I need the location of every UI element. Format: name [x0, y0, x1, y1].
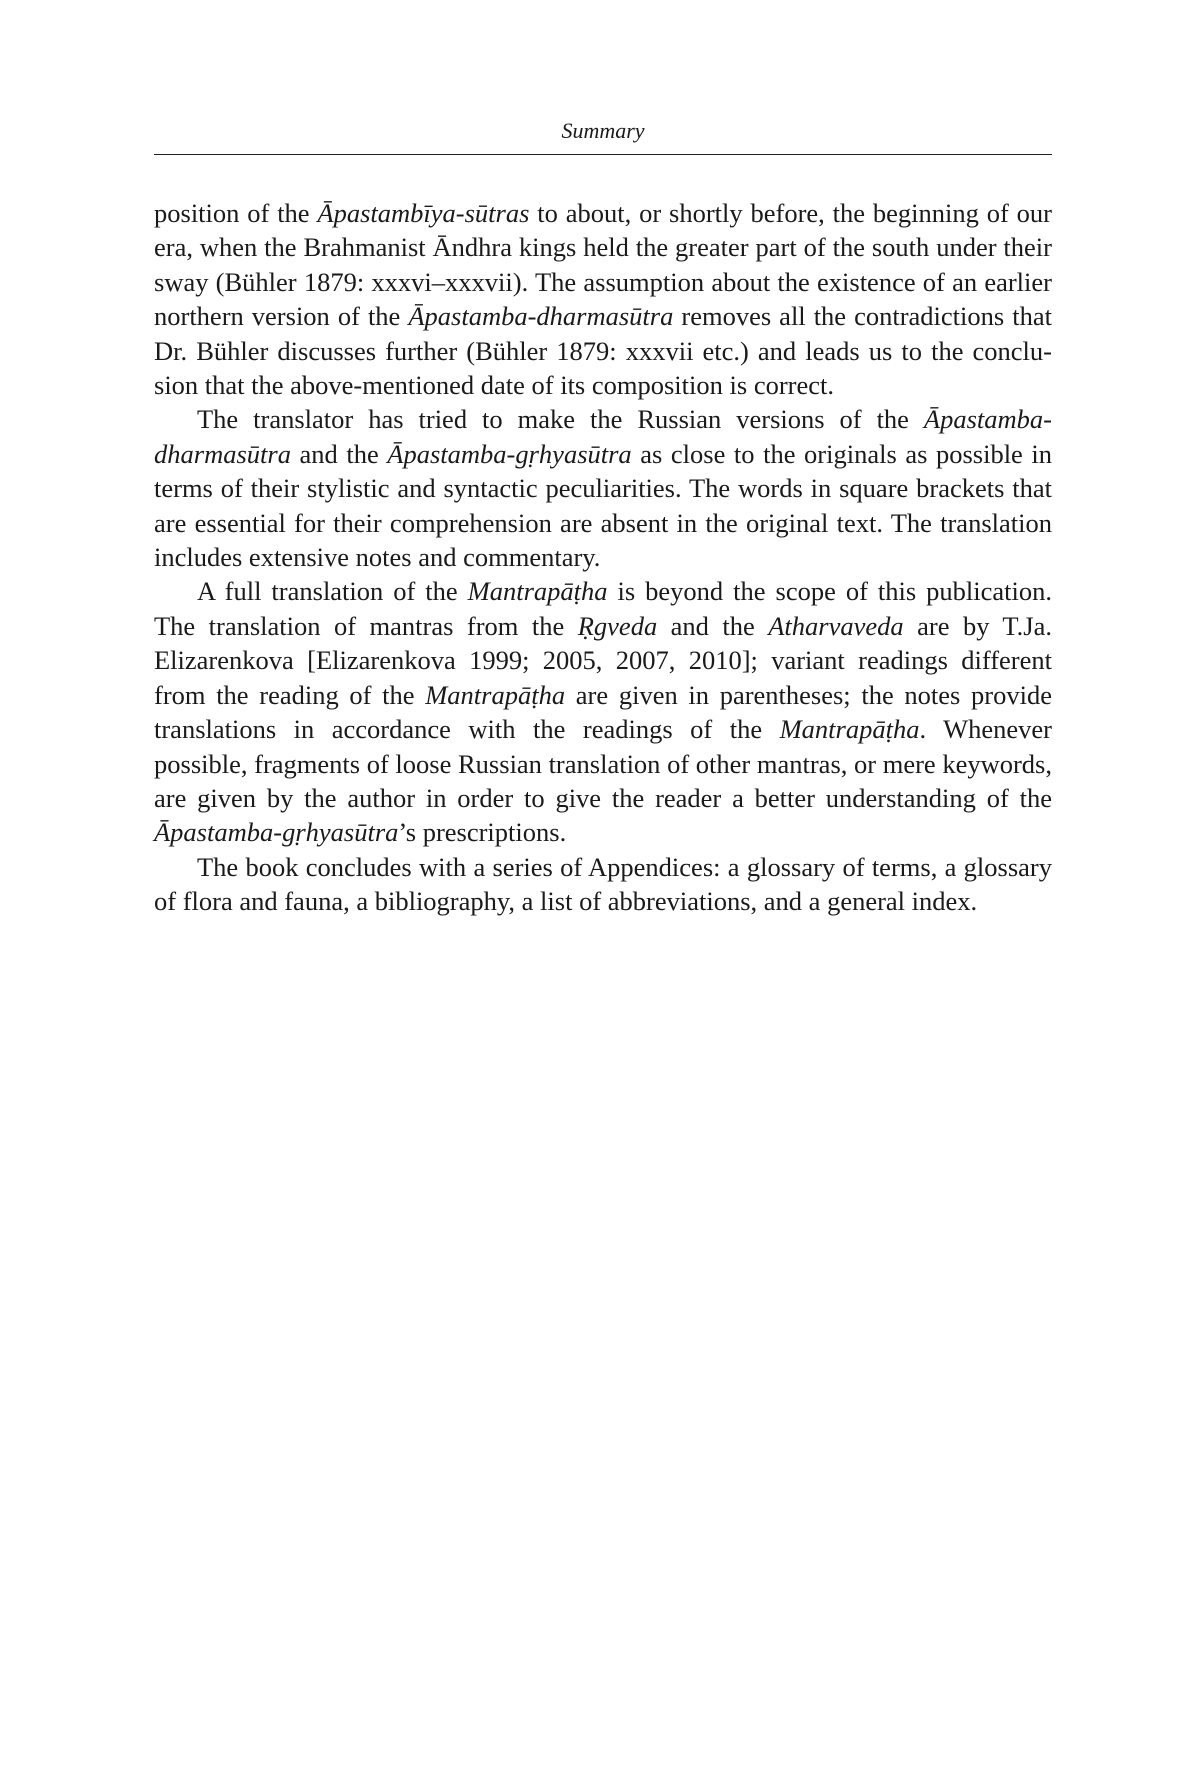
body-text — [154, 196, 1052, 919]
text-run: and the — [290, 438, 388, 469]
text-run: as close to the originals as possible in terms of their stylistic and syntactic peculiarities. The words in square brackets that are essential for their comprehension are absent in the original text. The translation includes extensive notes and commentary. — [154, 438, 1052, 573]
paragraph — [154, 402, 1052, 574]
text-run: to about, or shortly before, the beginning of our era, when the Brahmanist Āndhra kings held the greater part of the south under their sway (Bühler 1879: xxxvi–xxxvii). The assumption about the existence of an earlier northern version of the — [154, 198, 1052, 332]
text-run-italic: Atharvaveda — [768, 610, 904, 641]
text-run-italic: Āpastamba-dharmasūtra — [154, 404, 1052, 469]
text-run-italic: Āpastamba-gṛhyasūtra — [387, 438, 632, 469]
header-rule — [154, 154, 1052, 155]
text-run: are by T.Ja. Elizarenkova [Elizarenkova 1999; 2005, 2007, 2010]; variant readings different from the reading of the — [154, 610, 1052, 710]
paragraph — [154, 850, 1052, 919]
paragraph — [154, 574, 1052, 849]
text-run: and the — [657, 610, 769, 641]
text-run: The translator has tried to make the Russian versions of the — [197, 404, 924, 435]
text-run-italic: Mantrapāṭha — [467, 576, 608, 607]
text-run: A full translation of the — [197, 576, 468, 607]
text-run-italic: Āpastambīya-sūtras — [317, 198, 530, 228]
paragraph — [154, 196, 1052, 402]
text-run-italic: Ṛgveda — [577, 610, 658, 641]
text-run: are given in parentheses; the notes provide translations in accordance with the readings of the — [154, 679, 1052, 745]
text-run: The book concludes with a series of Appendices: a glossary of terms, a glossary of flora and fauna, a bibliography, a list of abbreviations, and a general index. — [154, 851, 1052, 917]
text-run: . Whenever possible, fragments of loose Russian translation of other mantras, or mere keywords, are given by the author in order to give the reader a better understanding of the — [154, 714, 1052, 813]
text-run: is beyond the scope of this publication. The translation of mantras from the — [154, 576, 1052, 641]
text-run: position of the — [154, 198, 318, 228]
text-run-italic: Mantrapāṭha — [425, 679, 566, 710]
running-head: Summary — [561, 118, 645, 143]
text-run: removes all the contradictions that Dr. Bühler discusses further (Bühler 1879: xxxvii etc.) and leads us to the conclusion that the above-mentioned date of its composition is correct. — [154, 301, 1052, 401]
text-run-italic: Āpastamba-dharmasūtra — [408, 301, 674, 332]
text-run-italic: Mantrapāṭha — [779, 714, 920, 745]
text-run-italic: Āpastamba-gṛhyasūtra — [154, 817, 399, 848]
text-run: ’s prescriptions. — [398, 817, 567, 848]
